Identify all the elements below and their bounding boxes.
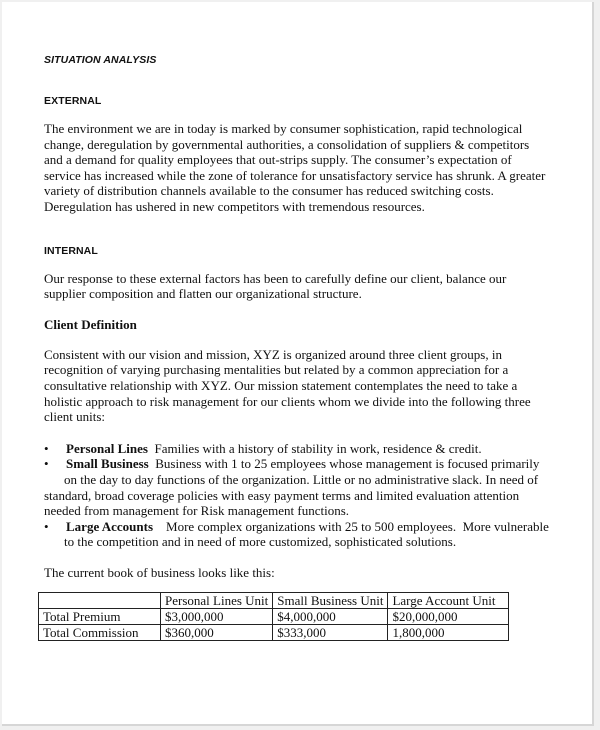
client-definition-heading: Client Definition (44, 316, 137, 332)
client-unit-description: Families with a history of stability in work, residence & credit. (147, 440, 482, 456)
table-cell: Total Commission (39, 625, 161, 641)
table-cell: $360,000 (161, 625, 273, 641)
book-of-business-table (38, 592, 509, 641)
table-header-row (39, 593, 509, 609)
external-paragraph (44, 121, 564, 215)
table-header-cell: Personal Lines Unit (161, 593, 273, 609)
paragraph-line: recognition of varying purchasing mentalities but related by a common appreciation for a (44, 362, 509, 378)
paragraph-line: service has increased while the zone of tolerance for unsatisfactory service has shrunk. A greater (44, 167, 546, 183)
external-heading: EXTERNAL (44, 95, 102, 107)
table-cell: $3,000,000 (161, 609, 273, 625)
client-unit-description-line: standard, broad coverage policies with easy payment terms and limited evaluation attention (44, 487, 520, 503)
table-cell: $4,000,000 (273, 609, 388, 625)
client-unit-description-line: needed from management for Risk management functions. (44, 503, 350, 519)
client-unit-description: Business with 1 to 25 employees whose management is focused primarily (148, 456, 540, 472)
list-item (44, 456, 564, 518)
paragraph-line: variety of distribution channels available to the consumer has reduced switching costs. (44, 183, 494, 199)
bullet-icon: • (44, 440, 49, 456)
list-item (44, 519, 564, 550)
bullet-icon: • (44, 456, 49, 472)
client-unit-description-line: on the day to day functions of the organization. Little or no administrative slack. In need of (64, 471, 539, 487)
client-unit-term: Personal Lines (66, 440, 148, 456)
client-units-list (44, 441, 564, 550)
client-definition-paragraph (44, 347, 564, 425)
paragraph-line: Our response to these external factors has been to carefully define our client, balance our (44, 270, 507, 286)
situation-analysis-title: SITUATION ANALYSIS (44, 54, 157, 66)
internal-paragraph (44, 271, 564, 302)
table-cell: $20,000,000 (388, 609, 509, 625)
paragraph-line: holistic approach to risk management for our clients whom we divide into the following three (44, 393, 531, 409)
table-header-cell: Small Business Unit (273, 593, 388, 609)
paragraph-line: Consistent with our vision and mission, XYZ is organized around three client groups, in (44, 346, 502, 362)
list-item (44, 441, 564, 457)
paragraph-line: Deregulation has ushered in new competitors with tremendous resources. (44, 198, 425, 214)
client-unit-description-line: to the competition and in need of more customized, sophisticated solutions. (64, 534, 457, 550)
table-cell: $333,000 (273, 625, 388, 641)
client-unit-term: Large Accounts (66, 518, 154, 534)
bullet-icon: • (44, 518, 49, 534)
document-page (2, 2, 594, 726)
internal-heading: INTERNAL (44, 244, 98, 257)
paragraph-line: consultative relationship with XYZ. Our mission statement contemplates the need to take a (44, 377, 518, 393)
client-unit-term: Small Business (66, 456, 149, 472)
table-header-cell (39, 593, 161, 609)
paragraph-line: The environment we are in today is marked by consumer sophistication, rapid technological (44, 121, 523, 136)
table-header-cell: Large Account Unit (388, 593, 509, 609)
book-intro: The current book of business looks like this: (44, 564, 275, 580)
table-row (39, 625, 509, 641)
document-content (44, 54, 564, 641)
paragraph-line: client units: (44, 409, 106, 425)
table-row (39, 609, 509, 625)
client-unit-description: More complex organizations with 25 to 500 employees. More vulnerable (153, 518, 549, 534)
table-cell: Total Premium (39, 609, 161, 625)
paragraph-line: change, deregulation by governmental authorities, a consolidation of suppliers & competitors (44, 136, 530, 152)
paragraph-line: and a demand for quality employees that out-strips supply. The consumer’s expectation of (44, 152, 512, 168)
table-cell: 1,800,000 (388, 625, 509, 641)
paragraph-line: supplier composition and flatten our organizational structure. (44, 286, 362, 302)
